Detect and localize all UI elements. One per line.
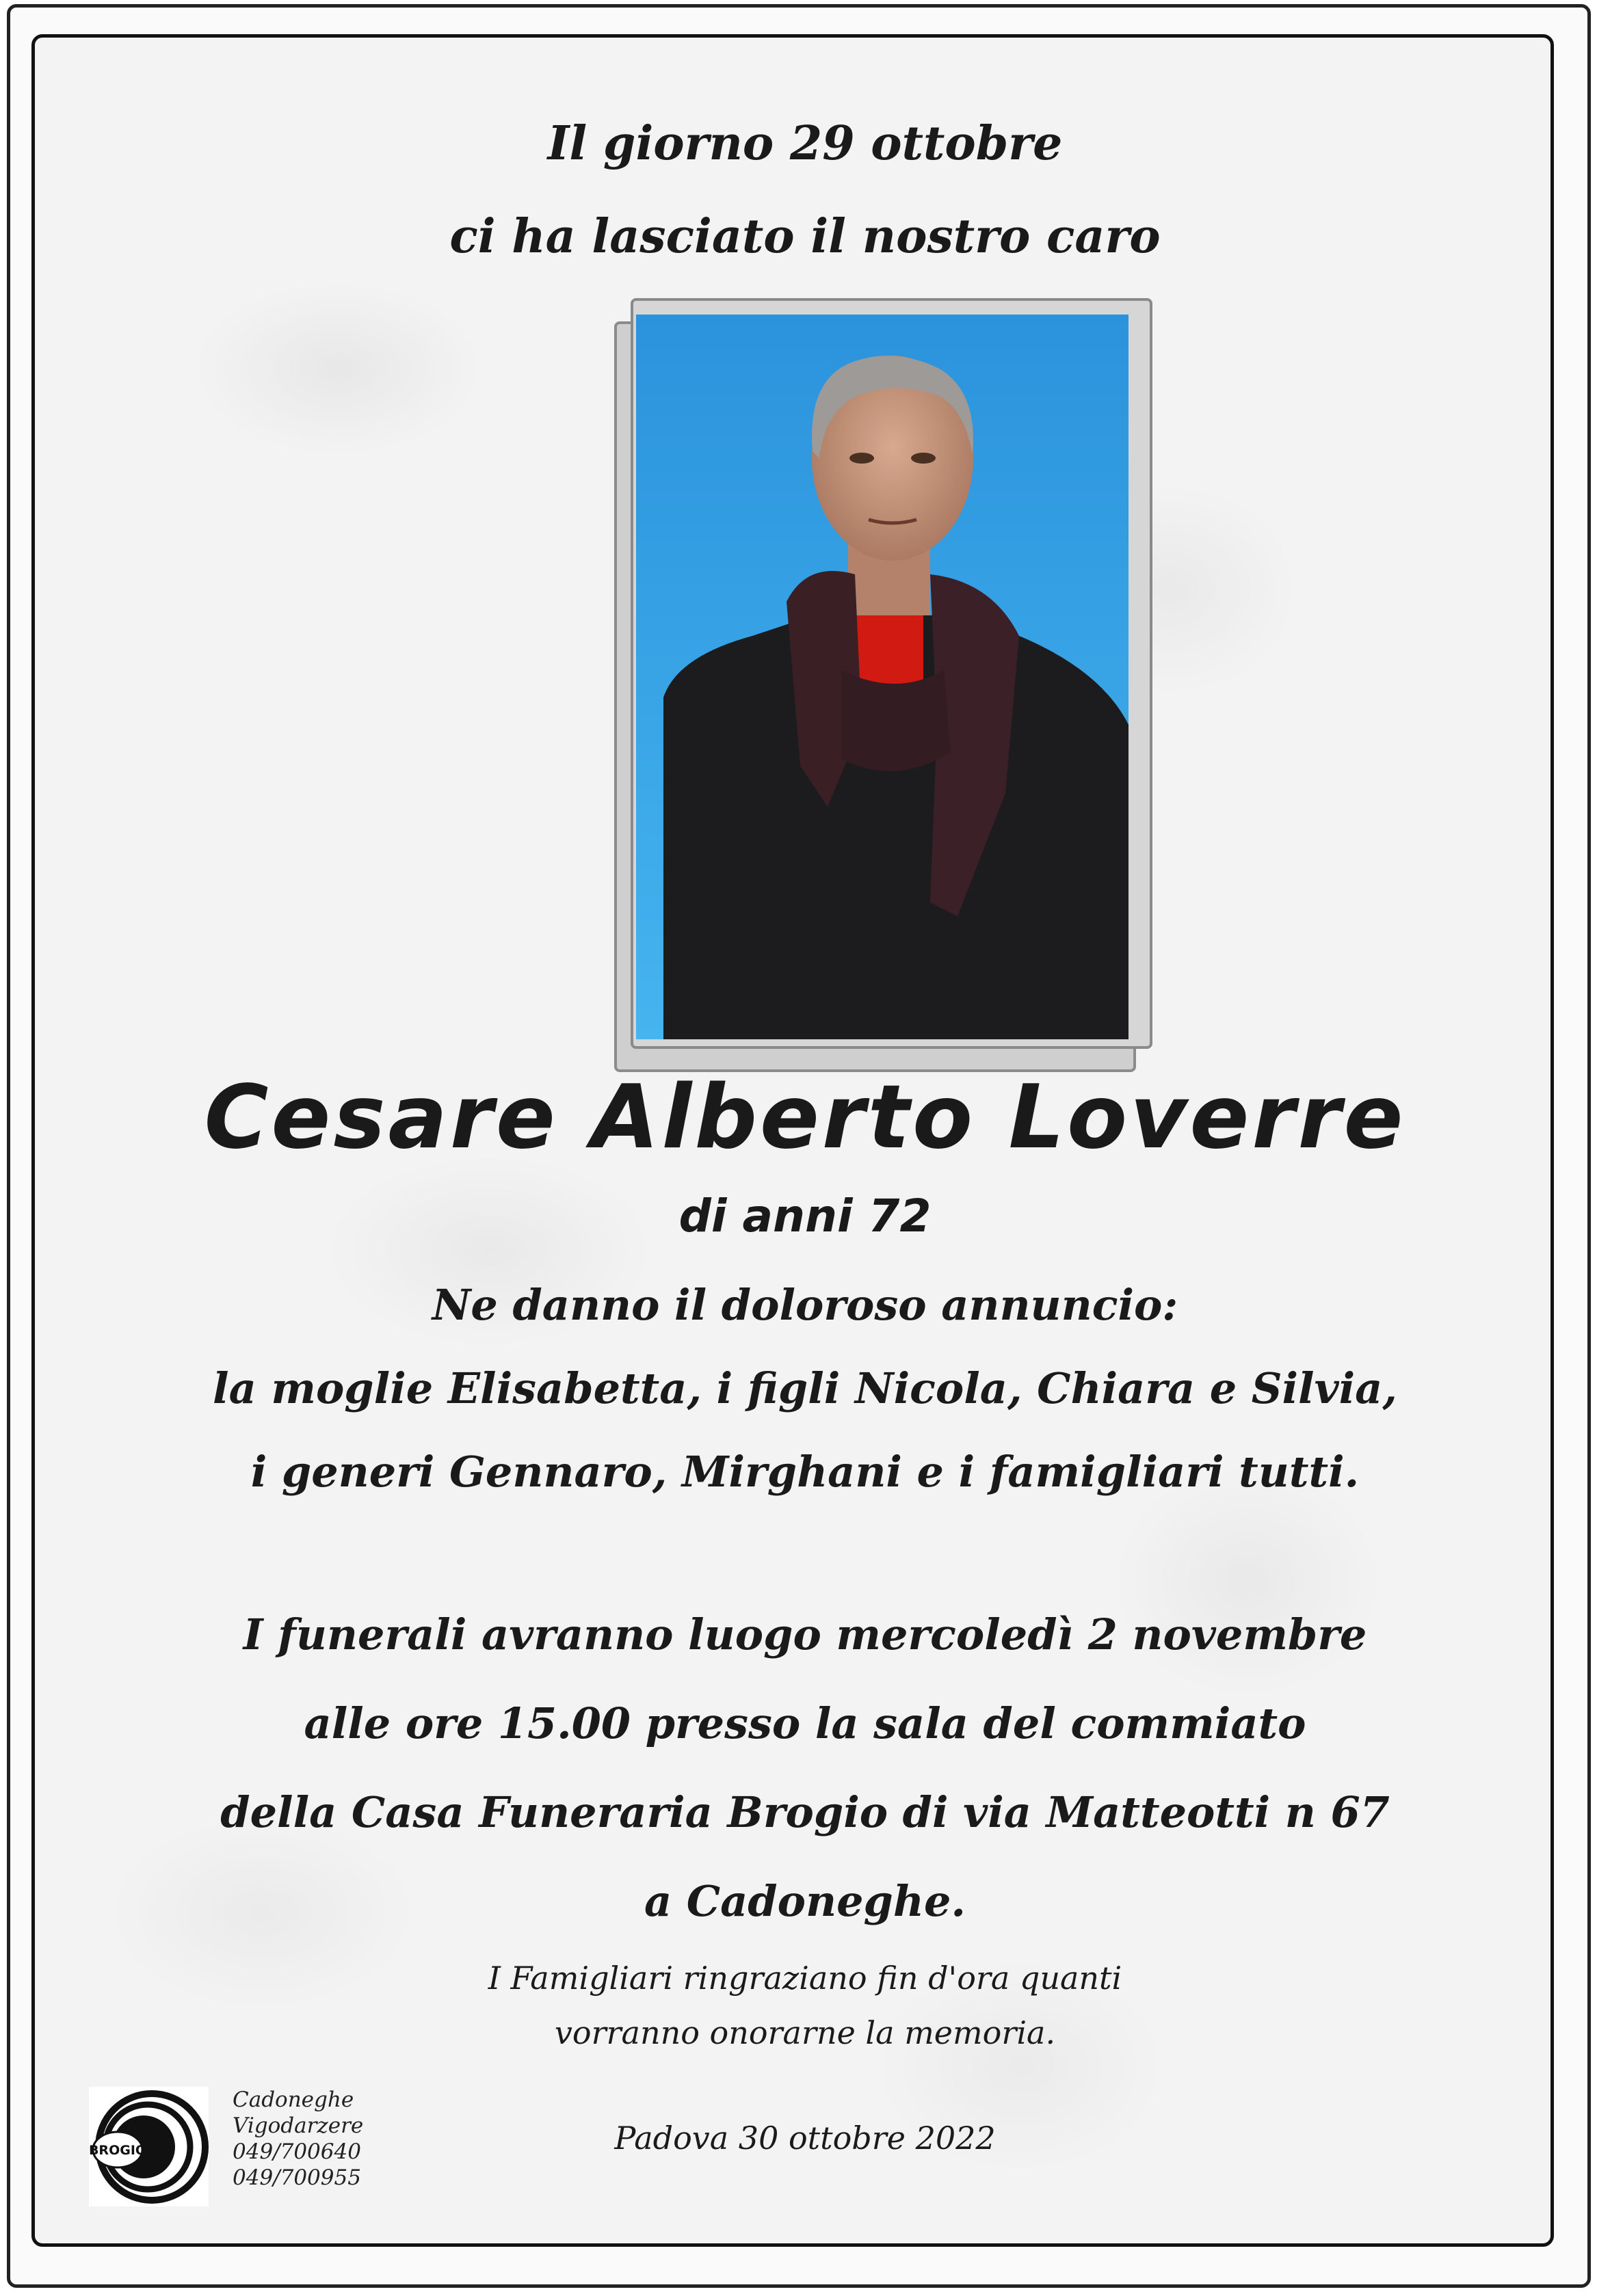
funeral-line-2: alle ore 15.00 presso la sala del commiato	[304, 1698, 1306, 1748]
announcement-intro: Ne danno il doloroso annuncio:	[432, 1280, 1178, 1330]
location-cadoneghe: Cadoneghe	[233, 2087, 354, 2112]
announcement-line-1: la moglie Elisabetta, i figli Nicola, Chiara e Silvia,	[213, 1363, 1397, 1413]
funeral-line-3: della Casa Funeraria Brogio di via Matteotti n 67	[220, 1787, 1390, 1837]
header-line-1: Il giorno 29 ottobre	[547, 116, 1063, 171]
date-place: Padova 30 ottobre 2022	[614, 2120, 996, 2157]
thanks-line-1: I Famigliari ringraziano fin d'ora quanti	[488, 1960, 1122, 1997]
announcement-line-2: i generi Gennaro, Mirghani e i famigliari tutti.	[250, 1447, 1360, 1497]
funeral-line-1: I funerali avranno luogo mercoledì 2 novembre	[243, 1610, 1367, 1659]
funeral-line-4: a Cadoneghe.	[644, 1876, 966, 1926]
thanks-line-2: vorranno onorarne la memoria.	[554, 2014, 1056, 2051]
deceased-age: di anni 72	[678, 1190, 932, 1242]
portrait-photo	[636, 315, 1129, 1039]
location-vigodarzere: Vigodarzere	[233, 2113, 364, 2138]
agency-contacts	[233, 2087, 363, 2191]
brogio-logo	[89, 2087, 209, 2206]
phone-2: 049/700955	[233, 2165, 361, 2190]
logo-text: BROGIO	[89, 2143, 147, 2158]
header-line-2: ci ha lasciato il nostro caro	[449, 209, 1161, 264]
deceased-name: Cesare Alberto Loverre	[204, 1067, 1406, 1169]
phone-1: 049/700640	[233, 2139, 361, 2164]
